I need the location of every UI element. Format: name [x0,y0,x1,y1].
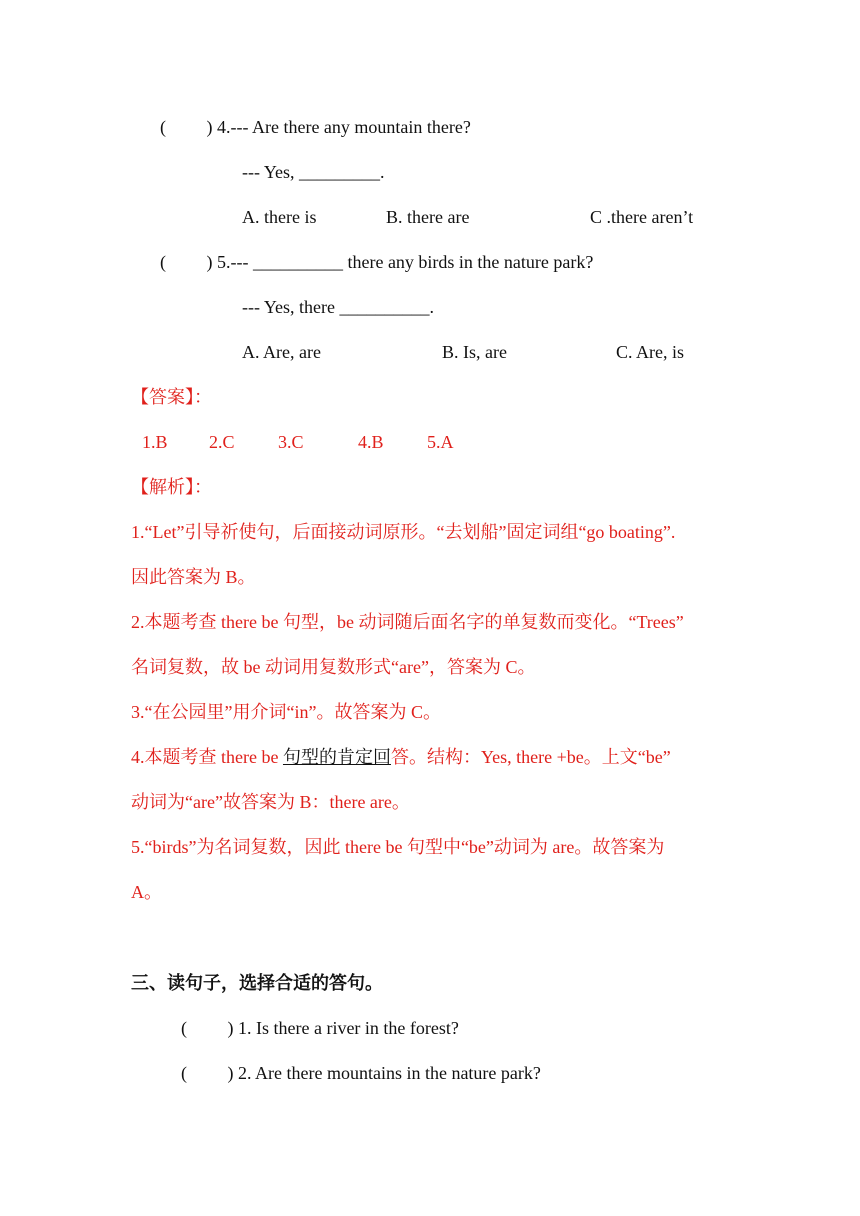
answer-item: 2.C [209,432,235,452]
question-5-option-b: B. Is, are [442,342,507,362]
question-4-stem: ( ) 4.--- Are there any mountain there? [160,117,471,137]
analysis-line: 1.“Let”引导祈使句，后面接动词原形。“去划船”固定词组“go boating”. [131,522,676,542]
answer-item: 1.B [142,432,168,452]
analysis-line: 动词为“are”故答案为 B：there are。 [131,792,410,812]
analysis-line [131,746,671,768]
section-3-question-2: ( ) 2. Are there mountains in the nature park? [181,1063,541,1083]
question-4-option-c: C .there aren’t [590,207,694,227]
question-5-reply: --- Yes, there __________. [242,297,434,317]
answer-heading: 【答案】： [131,387,212,407]
analysis-line: 名词复数，故 be 动词用复数形式“are”，答案为 C。 [131,657,536,677]
analysis-line: 5.“birds”为名词复数，因此 there be 句型中“be”动词为 are。故答案为 [131,837,665,857]
question-5-option-c: C. Are, is [616,342,685,362]
answer-item: 4.B [358,432,384,452]
analysis-line: A。 [131,882,162,902]
question-4-option-a: A. there is [242,207,317,227]
question-5-option-a: A. Are, are [242,342,321,362]
analysis-line: 2.本题考查 there be 句型，be 动词随后面名字的单复数而变化。“Trees” [131,612,684,632]
underlined-text: 句型的肯定回 [282,747,391,767]
section-3-question-1: ( ) 1. Is there a river in the forest? [181,1018,459,1038]
answer-item: 5.A [427,432,454,452]
question-4-reply: --- Yes, _________. [242,162,385,182]
analysis-text: 4.本题考查 there be [131,747,283,767]
question-4-option-b: B. there are [386,207,470,227]
analysis-line: 因此答案为 B。 [131,567,256,587]
answer-item: 3.C [278,432,304,452]
question-5-stem: ( ) 5.--- __________ there any birds in the nature park? [160,252,594,272]
analysis-heading: 【解析】： [131,477,212,497]
section-3-heading: 三、读句子，选择合适的答句。 [131,973,383,993]
analysis-text: 答。结构：Yes, there +be。上文“be” [390,747,671,767]
analysis-line: 3.“在公园里”用介词“in”。故答案为 C。 [131,702,441,722]
